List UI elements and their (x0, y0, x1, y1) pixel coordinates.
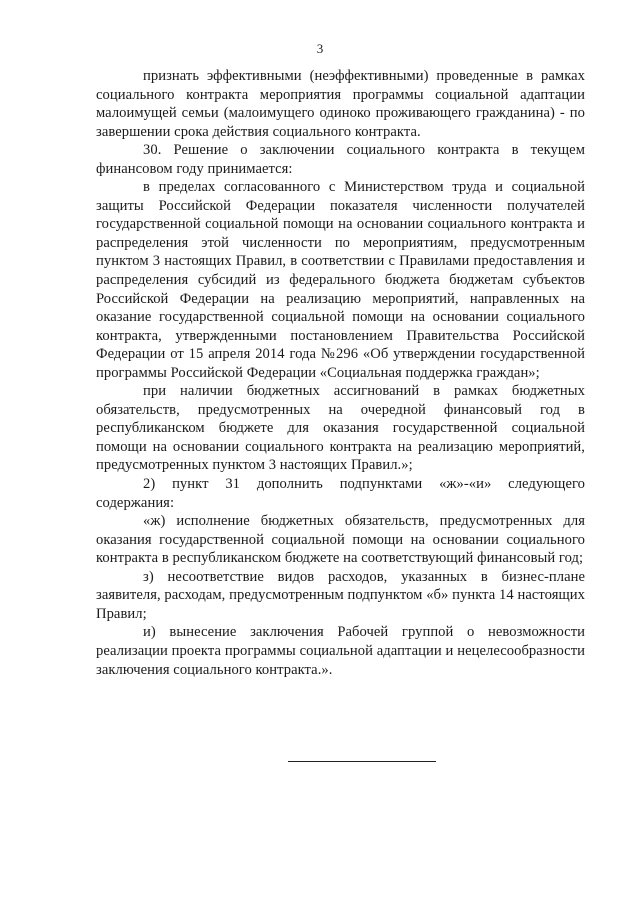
document-body (96, 67, 585, 679)
paragraph-amendment-2: 2) пункт 31 дополнить подпунктами «ж»-«и» следующего содержания: (96, 476, 585, 511)
paragraph-subitem-zh: «ж) исполнение бюджетных обязательств, предусмотренных для оказания государственной социальной помощи на основании социального контракта в республиканском бюджете на соответствующий финансовый год; (96, 513, 585, 567)
paragraph-criteria-end: признать эффективными (неэффективными) проведенные в рамках социального контракта мероприятия программы социальной адаптации малоимущей семьи (малоимущего одиноко проживающего гражданина) - по завершении срока действия социального контракта. (96, 68, 585, 140)
paragraph-subitem-i: и) вынесение заключения Рабочей группой о невозможности реализации проекта программы социальной адаптации и нецелесообразности заключения социального контракта.». (96, 624, 585, 678)
paragraph-item-30-condition-2: при наличии бюджетных ассигнований в рамках бюджетных обязательств, предусмотренных на очередной финансовый год в республиканском бюджете для оказания государственной социальной помощи на основании социального контракта на реализацию мероприятий, предусмотренных пунктом 3 настоящих Правил.»; (96, 383, 585, 474)
end-of-text-rule (288, 761, 436, 762)
page-number: 3 (316, 41, 324, 56)
paragraph-item-30-condition-1: в пределах согласованного с Министерством труда и социальной защиты Российской Федерации показателя численности получателей государственной социальной помощи на основании социального контракта и распределения этой численности по мероприятиям, предусмотренным пунктом 3 настоящих Правил, в соответствии с Правилами предоставления и распределения субсидий из федерального бюджета бюджетам субъектов Российской Федерации на реализацию мероприятий, направленных на оказание государственной социальной помощи на основании социального контракта, утвержденными постановлением Правительства Российской Федерации от 15 апреля 2014 года №296 «Об утверждении государственной программы Российской Федерации «Социальная поддержка граждан»; (96, 179, 585, 381)
paragraph-subitem-z: з) несоответствие видов расходов, указанных в бизнес-плане заявителя, расходам, предусмотренным подпунктом «б» пункта 14 настоящих Правил; (96, 568, 585, 622)
paragraph-item-30: 30. Решение о заключении социального контракта в текущем финансовом году принимается: (96, 142, 585, 177)
